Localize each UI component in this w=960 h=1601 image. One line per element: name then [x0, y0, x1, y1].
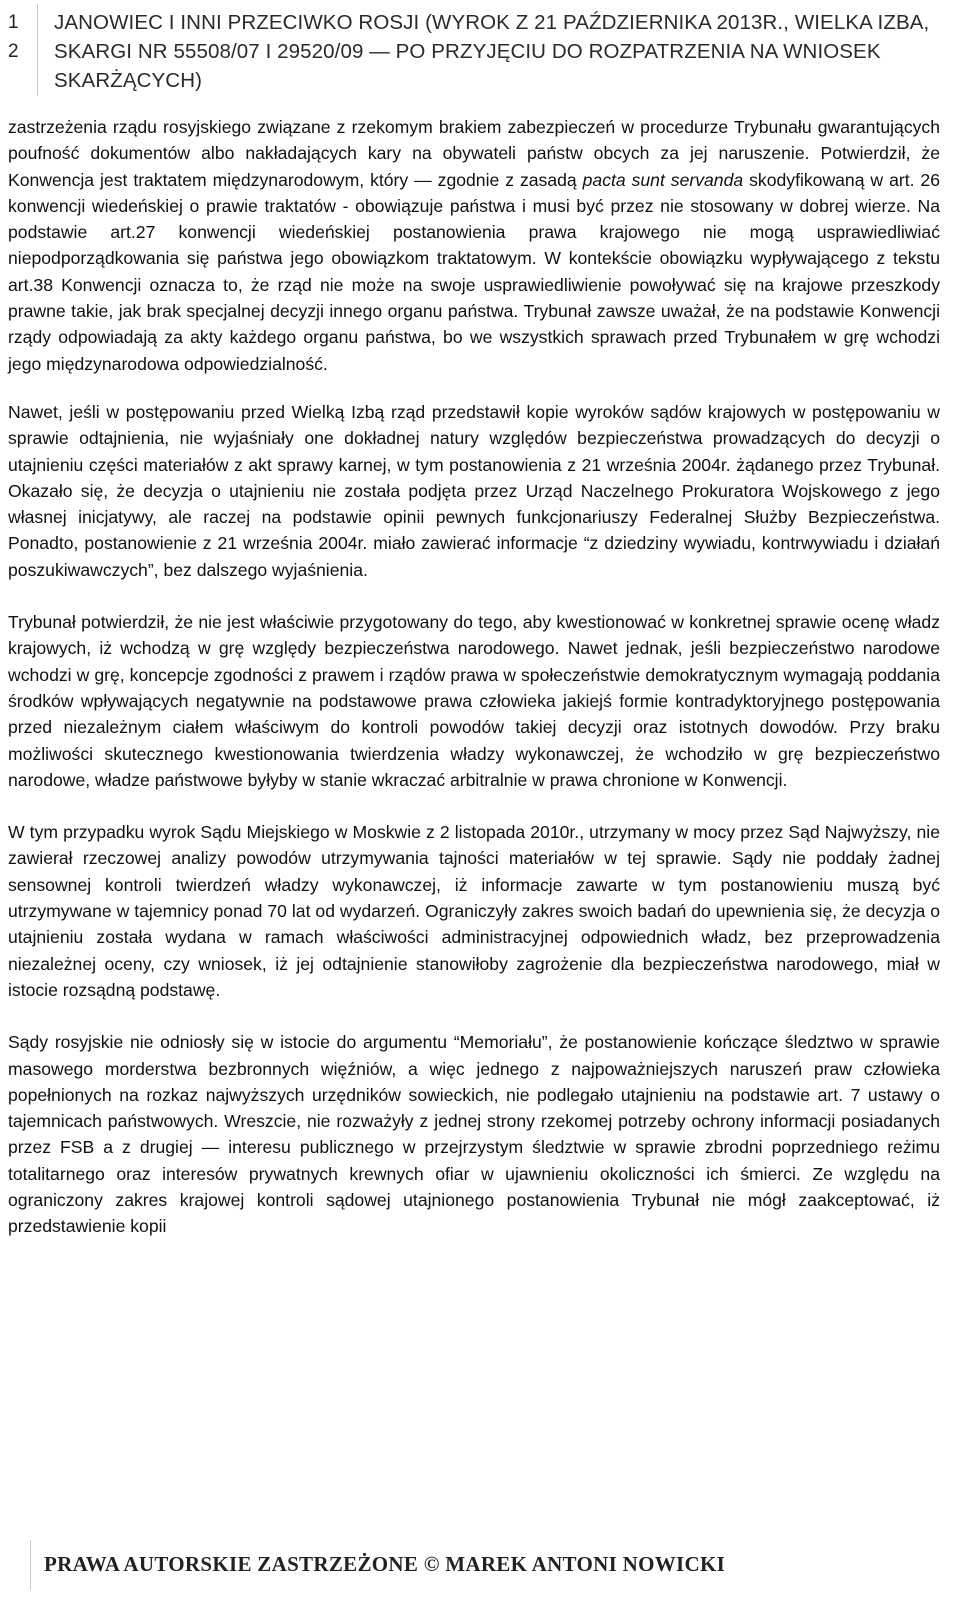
paragraph: Nawet, jeśli w postępowaniu przed Wielką Izbą rząd przedstawił kopie wyroków sądów krajowych w postępowaniu w sprawie odtajnienia, nie wyjaśniały one dokładnej natury względów bezpieczeństwa prowadzących do decyzji o utajnieniu części materiałów z akt sprawy karnej, w tym postanowienia z 21 września 2004r. żądanego przez Trybunał. Okazało się, że decyzja o utajnieniu nie została podjęta przez Urząd Naczelnego Prokuratora Wojskowego z jego własnej inicjatywy, ale raczej na podstawie opinii pewnych funkcjonariuszy Federalnej Służby Bezpieczeństwa. Ponadto, postanowienie z 21 września 2004r. miało zawierać informacje “z dziedziny wywiadu, kontrwywiadu i działań poszukiwawczych”, bez dalszego wyjaśnienia. [8, 401, 940, 580]
header-line-numbers [8, 8, 24, 66]
paragraph-text: zastrzeżenia rządu rosyjskiego związane z rzekomym brakiem zabezpieczeń w procedurze Trybunału gwarantujących poufność dokumentów albo nakładających kary na obywateli państw obcych za jej naruszenie. Potwierdził, że Konwencja jest traktatem międzynarodowym, który — zgodnie z zasadą [8, 117, 940, 190]
header-title: JANOWIEC I INNI PRZECIWKO ROSJI (WYROK Z 21 PAŹDZIERNIKA 2013R., WIELKA IZBA, SKARGI NR 55508/07 I 29520/09 — PO PRZYJĘCIU DO ROZPATRZENIA NA WNIOSEK SKARŻĄCYCH) [54, 11, 930, 92]
line-number: 1 [8, 12, 19, 33]
paragraph: W tym przypadku wyrok Sądu Miejskiego w Moskwie z 2 listopada 2010r., utrzymany w mocy przez Sąd Najwyższy, nie zawierał rzeczowej analizy powodów utrzymywania tajności materiałów w tej sprawie. Sądy nie poddały żadnej sensownej kontroli twierdzeń władzy wykonawczej, iż informacje zawarte w tym postanowieniu muszą być utrzymywane w tajemnicy ponad 70 lat od wydarzeń. Ograniczyły zakres swoich badań do upewnienia się, że decyzja o utajnieniu została wydana w ramach właściwości administracyjnej odpowiednich władz, bez przeprowadzenia niezależnej oceny, czy wniosek, iż jej odtajnienie stanowiłoby zagrożenie dla bezpieczeństwa narodowego, miał w istocie rozsądną podstawę. [8, 822, 940, 1000]
page-header [0, 4, 960, 96]
paragraph: Sądy rosyjskie nie odniosły się w istocie do argumentu “Memoriału”, że postanowienie kończące śledztwo w sprawie masowego morderstwa bezbronnych więźniów, a więc jednego z najpoważniejszych naruszeń praw człowieka popełnionych na rozkaz najwyższych urzędników sowieckich, nie podlegało utajnieniu na podstawie art. 7 ustawy o tajemnicach państwowych. Wreszcie, nie rozważyły z jednej strony rzekomej potrzeby ochrony informacji posiadanych przez FSB a z drugiej — interesu publicznego w przejrzystym śledztwie w sprawie zbrodni poprzedniego reżimu totalitarnego oraz interesów prywatnych krewnych ofiar w ujawnieniu okoliczności ich śmierci. Ze względu na ograniczony zakres krajowej kontroli sądowej utajnionego postanowienia Trybunał nie mógł zaakceptować, iż przedstawienie kopii [8, 1032, 940, 1237]
footer-divider [30, 1540, 31, 1590]
line-number: 2 [8, 41, 19, 62]
page-footer [0, 1538, 960, 1601]
paragraph-text: skodyfikowaną w art. 26 konwencji wiedeńskiej o prawie traktatów - obowiązuje państwa i musi być przez nie stosowany w dobrej wierze. Na podstawie art.27 konwencji wiedeńskiej postanowienia prawa krajowego nie mogą usprawiedliwiać niepodporządkowania się państwa jego obowiązkom traktatowym. W kontekście obowiązku wypływającego z tekstu art.38 Konwencji oznacza to, że rząd nie może na swoje usprawiedliwienie powoływać się na krajowe przeszkody prawne takie, jak brak specjalnej decyzji innego organu państwa. Trybunał zawsze uważał, że na podstawie Konwencji rządy odpowiadają za akty każdego organu państwa, bo we wszystkich sprawach przed Trybunałem w grę wchodzi jego międzynarodowa odpowiedzialność. [8, 169, 940, 374]
document-body [8, 114, 940, 1266]
italic-phrase: pacta sunt servanda [582, 169, 744, 190]
paragraph [8, 114, 940, 377]
header-divider [37, 4, 38, 96]
copyright-notice: PRAWA AUTORSKIE ZASTRZEŻONE © MAREK ANTONI NOWICKI [44, 1552, 726, 1576]
paragraph: Trybunał potwierdził, że nie jest właściwie przygotowany do tego, aby kwestionować w konkretnej sprawie ocenę władz krajowych, iż wchodzą w grę względy bezpieczeństwa narodowego. Nawet jednak, jeśli bezpieczeństwo narodowe wchodzi w grę, koncepcje zgodności z prawem i rządów prawa w społeczeństwie demokratycznym wymagają poddania środków wpływających negatywnie na podstawowe prawa człowieka jakiejś formie kontradyktoryjnego postępowania przed niezależnym ciałem właściwym do kontroli powodów takiej decyzji oraz istotnych dowodów. Przy braku możliwości skutecznego kwestionowania twierdzenia władzy wykonawczej, że wchodziło w grę bezpieczeństwo narodowe, władze państwowe byłyby w stanie wkraczać arbitralnie w prawa chronione w Konwencji. [8, 612, 940, 790]
